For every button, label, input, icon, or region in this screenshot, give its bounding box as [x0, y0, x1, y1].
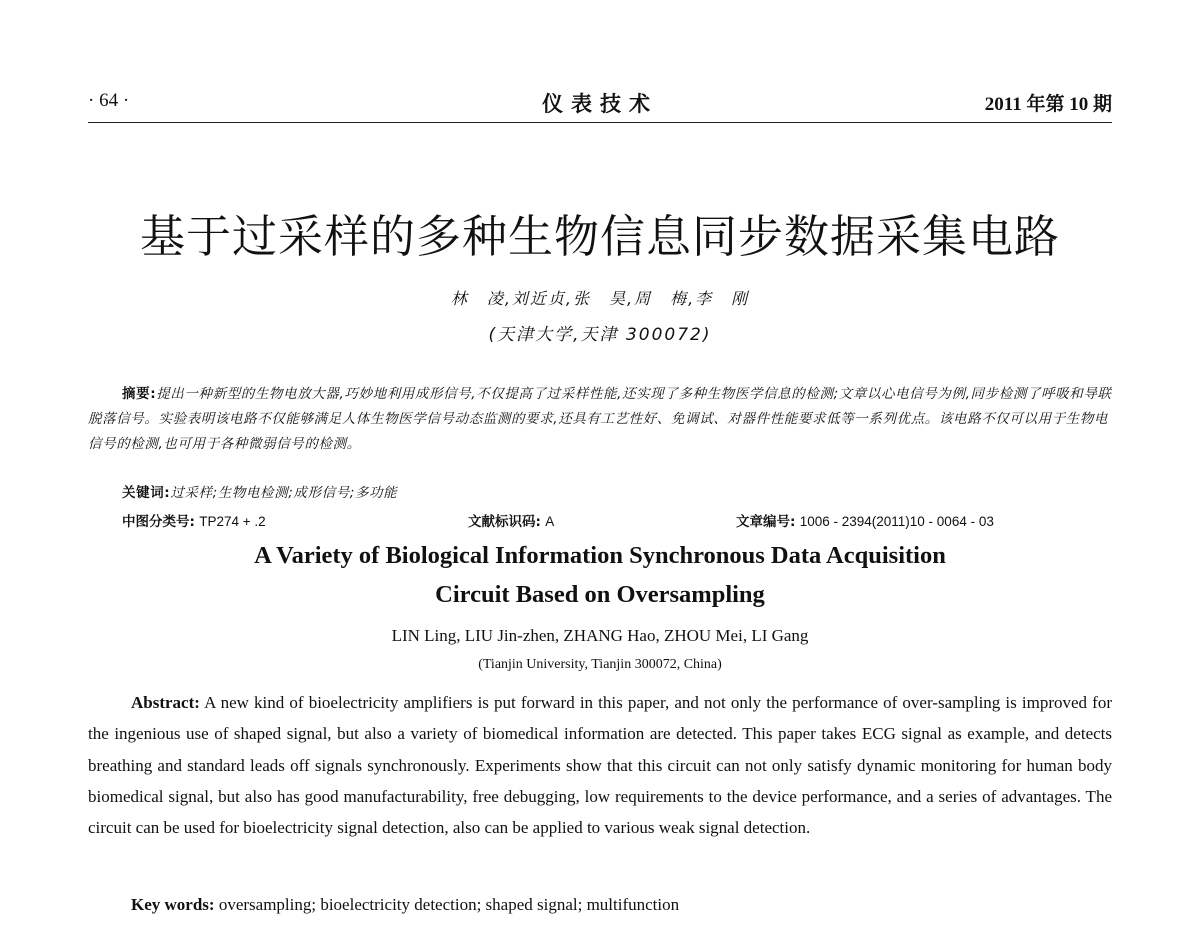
chinese-abstract-label: 摘要:: [122, 386, 157, 402]
english-keywords-text: oversampling; bioelectricity detection; shaped signal; multifunction: [218, 895, 680, 914]
english-keywords: [131, 895, 679, 915]
chinese-abstract: [88, 382, 1112, 457]
english-title-line-1: A Variety of Biological Information Synchronous Data Acquisition: [254, 542, 946, 569]
english-abstract-text: A new kind of bioelectricity amplifiers is put forward in this paper, and not only the performance of over-sampling is improved for the ingenious use of shaped signal, but also a variety of biomedical information are detected. This paper takes ECG signal as example, and detects breathing and standard leads off signals synchronously. Experiments show that this circuit can not only satisfy dynamic monitoring for human body biomedical signal, but also has good manufacturability, free debugging, low requirements to the device performance, and a series of advantages. The circuit can be used for bioelectricity signal detection, also can be applied to various weak signal detection.: [88, 693, 1113, 838]
english-title-line-2: Circuit Based on Oversampling: [435, 581, 765, 608]
article-number-label: 文章编号:: [736, 514, 796, 530]
document-code-label: 文献标识码:: [468, 514, 541, 530]
chinese-authors: 林 凌,刘近贞,张 昊,周 梅,李 刚: [450, 289, 750, 308]
english-authors: LIN Ling, LIU Jin-zhen, ZHANG Hao, ZHOU Mei, LI Gang: [391, 626, 809, 645]
clc-label: 中图分类号:: [122, 514, 195, 530]
article-number-value: 1006 - 2394(2011)10 - 0064 - 03: [799, 514, 994, 529]
document-code: [468, 510, 554, 530]
english-abstract-label: Abstract:: [131, 693, 200, 712]
running-header: [88, 86, 1112, 123]
classification-line: [122, 510, 1112, 532]
clc-value: TP274 + .2: [199, 514, 266, 529]
page-number: · 64 ·: [88, 90, 130, 111]
journal-name: 仪表技术: [542, 92, 658, 116]
chinese-keywords: [122, 481, 397, 501]
issue-label: 2011 年第 10 期: [984, 94, 1112, 115]
chinese-keywords-text: 过采样;生物电检测;成形信号;多功能: [170, 485, 398, 501]
chinese-abstract-text: 提出一种新型的生物电放大器,巧妙地利用成形信号,不仅提高了过采样性能,还实现了多种生物医学信息的检测;文章以心电信号为例,同步检测了呼吸和导联脱落信号。实验表明该电路不仅能够满足人体生物医学信号动态监测的要求,还具有工艺性好、免调试、对器件性能要求低等一系列优点。该电路不仅可以用于生物电信号的检测,也可用于各种微弱信号的检测。: [88, 386, 1112, 452]
chinese-title: 基于过采样的多种生物信息同步数据采集电路: [139, 210, 1060, 263]
document-code-value: A: [545, 514, 555, 529]
english-keywords-label: Key words:: [131, 895, 215, 914]
clc-number: [122, 510, 266, 530]
article-number: [736, 510, 994, 530]
english-affiliation: (Tianjin University, Tianjin 300072, China): [478, 657, 722, 672]
chinese-affiliation: (天津大学,天津 300072): [488, 325, 712, 345]
english-abstract: [88, 687, 1112, 843]
chinese-keywords-label: 关键词:: [122, 485, 171, 501]
